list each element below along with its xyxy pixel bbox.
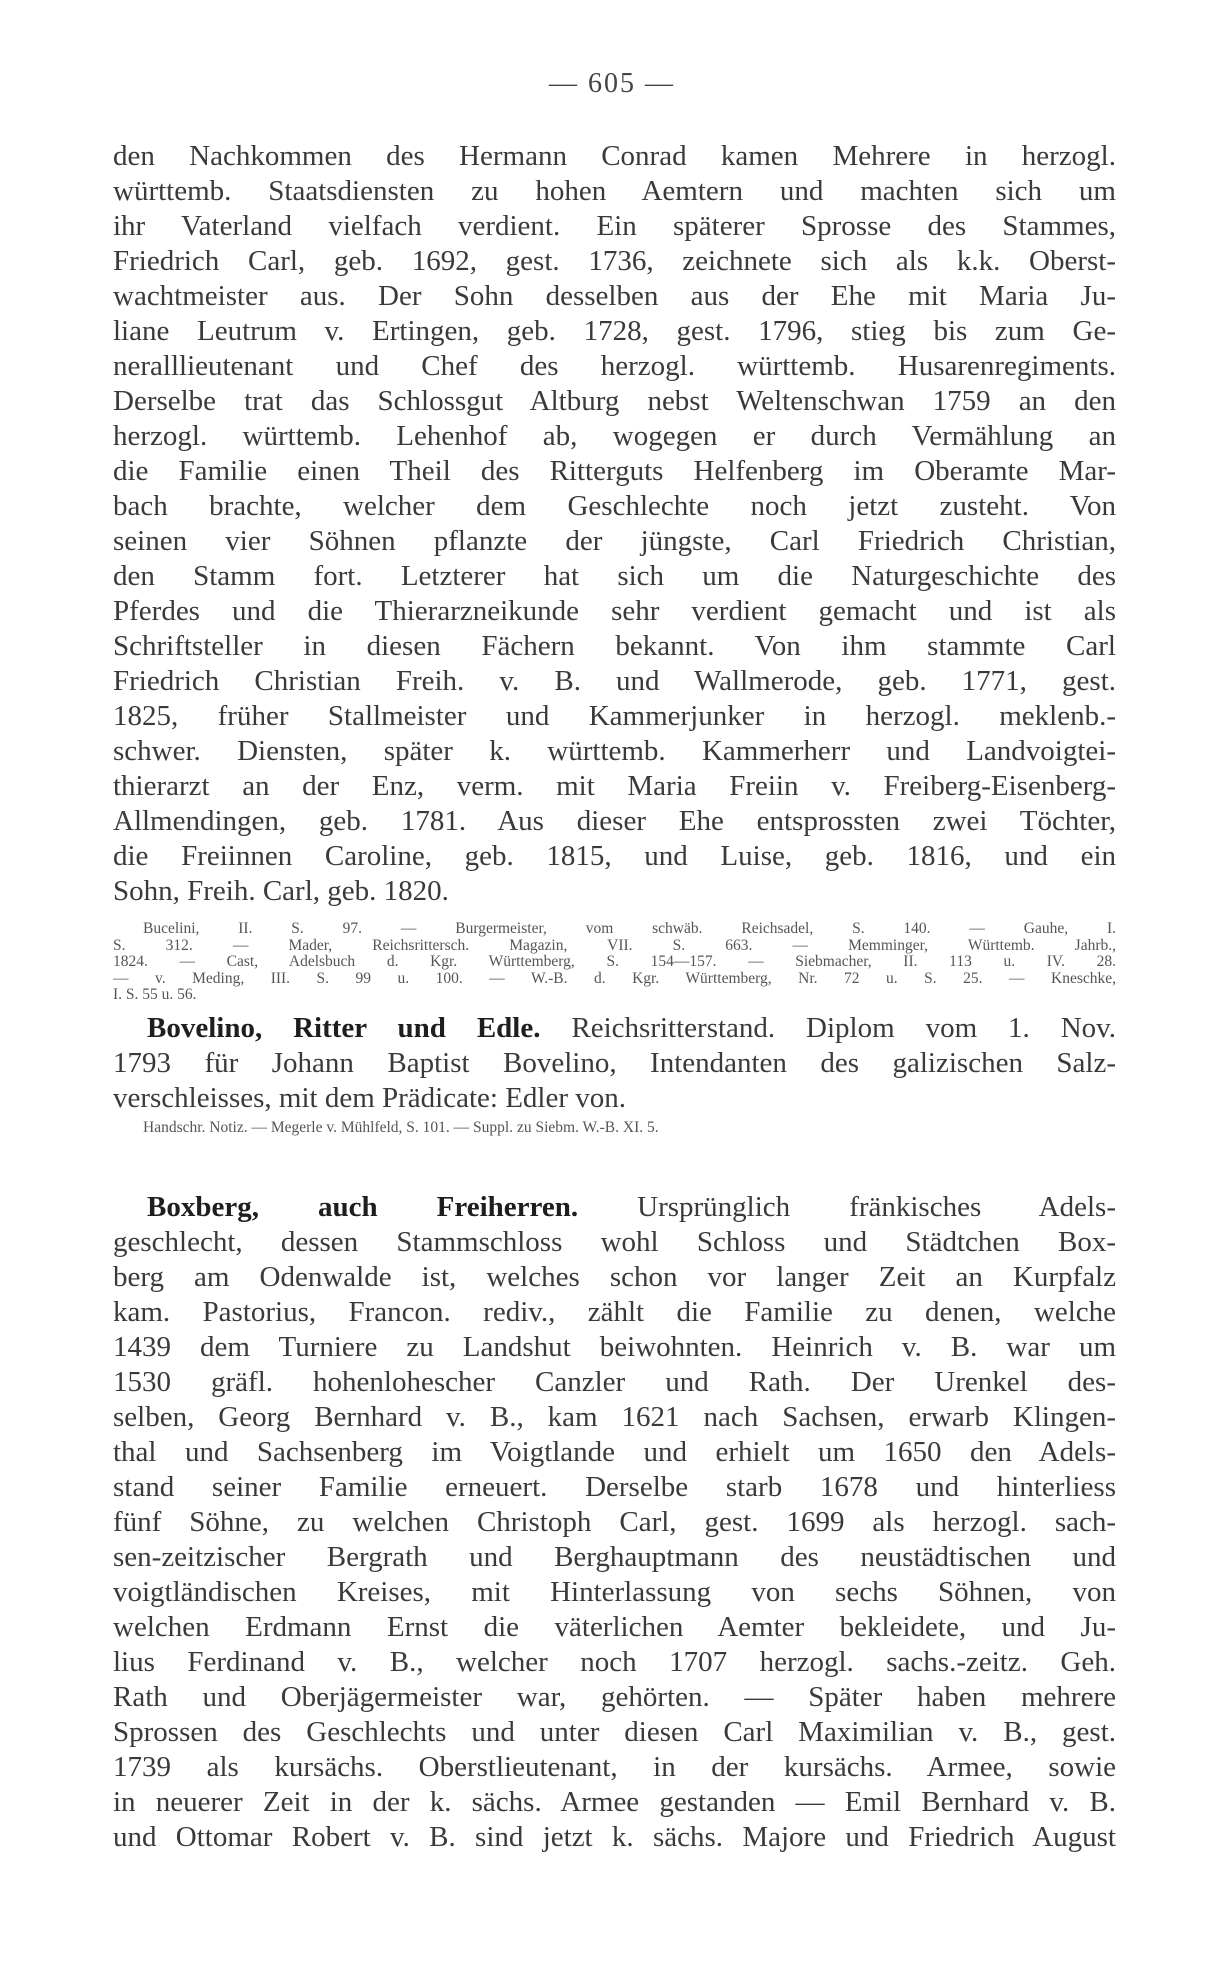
text-line: fünf Söhne, zu welchen Christoph Carl, gest. 1699 als herzogl. sach- (113, 1506, 1116, 1538)
entry-continuation (113, 139, 1116, 1004)
citations (113, 1120, 1116, 1137)
text-line: herzogl. württemb. Lehenhof ab, wogegen er durch Vermählung an (113, 420, 1116, 452)
text-line: 1793 für Johann Baptist Bovelino, Intendanten des galizischen Salz- (113, 1047, 1116, 1079)
entry-heading: Bovelino, Ritter und Edle. (147, 1012, 541, 1044)
text-line: Sohn, Freih. Carl, geb. 1820. (113, 875, 449, 907)
text-line: berg am Odenwalde ist, welches schon vor langer Zeit an Kurpfalz (113, 1261, 1116, 1293)
citation-line: Handschr. Notiz. — Megerle v. Mühlfeld, S. 101. — Suppl. zu Siebm. W.-B. XI. 5. (143, 1120, 659, 1136)
entry-text (113, 139, 1116, 909)
citation-line: 1824. — Cast, Adelsbuch d. Kgr. Württemberg, S. 154—157. — Siebmacher, II. 113 u. IV. 28. (113, 954, 1116, 971)
text-line: Friedrich Christian Freih. v. B. und Wallmerode, geb. 1771, gest. (113, 665, 1116, 697)
text-line: und Ottomar Robert v. B. sind jetzt k. sächs. Majore und Friedrich August (113, 1821, 1116, 1853)
text-line: den Stamm fort. Letzterer hat sich um die Naturgeschichte des (113, 560, 1116, 592)
text-line: welchen Erdmann Ernst die väterlichen Aemter bekleidete, und Ju- (113, 1611, 1116, 1643)
entry-boxberg (113, 1190, 1116, 1855)
text-line: die Familie einen Theil des Ritterguts Helfenberg im Oberamte Mar- (113, 455, 1116, 487)
text-line (113, 1190, 1116, 1225)
text-line: Derselbe trat das Schlossgut Altburg nebst Weltenschwan 1759 an den (113, 385, 1116, 417)
text-line: schwer. Diensten, später k. württemb. Kammerherr und Landvoigtei- (113, 735, 1116, 767)
text-line (113, 1011, 1116, 1046)
text-line: Allmendingen, geb. 1781. Aus dieser Ehe entsprossten zwei Töchter, (113, 805, 1116, 837)
text-line: 1439 dem Turniere zu Landshut beiwohnten. Heinrich v. B. war um (113, 1331, 1116, 1363)
text-line: sen-zeitzischer Bergrath und Berghauptmann des neustädtischen und (113, 1541, 1116, 1573)
text-line: in neuerer Zeit in der k. sächs. Armee gestanden — Emil Bernhard v. B. (113, 1786, 1116, 1818)
text-line: voigtländischen Kreises, mit Hinterlassung von sechs Söhnen, von (113, 1576, 1116, 1608)
text-line-rest: Ursprünglich fränkisches Adels- (578, 1191, 1116, 1223)
text-line: wachtmeister aus. Der Sohn desselben aus der Ehe mit Maria Ju- (113, 280, 1116, 312)
text-line: 1739 als kursächs. Oberstlieutenant, in der kursächs. Armee, sowie (113, 1751, 1116, 1783)
entry-text (113, 1190, 1116, 1855)
text-line: seinen vier Söhnen pflanzte der jüngste, Carl Friedrich Christian, (113, 525, 1116, 557)
text-line: den Nachkommen des Hermann Conrad kamen Mehrere in herzogl. (113, 140, 1116, 172)
citation-line: — v. Meding, III. S. 99 u. 100. — W.-B. d. Kgr. Württemberg, Nr. 72 u. S. 25. — Kneschke, (113, 970, 1116, 987)
text-line: Rath und Oberjägermeister war, gehörten. — Später haben mehrere (113, 1681, 1116, 1713)
text-line: geschlecht, dessen Stammschloss wohl Schloss und Städtchen Box- (113, 1226, 1116, 1258)
citation-line: S. 312. — Mader, Reichsrittersch. Magazin, VII. S. 663. — Memminger, Württemb. Jahrb., (113, 937, 1116, 954)
text-line: württemb. Staatsdiensten zu hohen Aemtern und machten sich um (113, 175, 1116, 207)
text-line: Friedrich Carl, geb. 1692, gest. 1736, zeichnete sich als k.k. Oberst- (113, 245, 1116, 277)
text-line: kam. Pastorius, Francon. rediv., zählt die Familie zu denen, welche (113, 1296, 1116, 1328)
text-line: ihr Vaterland vielfach verdient. Ein späterer Sprosse des Stammes, (113, 210, 1116, 242)
entry-text (113, 1011, 1116, 1116)
text-line: stand seiner Familie erneuert. Derselbe starb 1678 und hinterliess (113, 1471, 1116, 1503)
text-line-rest: Reichsritterstand. Diplom vom 1. Nov. (540, 1012, 1116, 1044)
text-line: Sprossen des Geschlechts und unter diesen Carl Maximilian v. B., gest. (113, 1716, 1116, 1748)
text-line: thal und Sachsenberg im Voigtlande und erhielt um 1650 den Adels- (113, 1436, 1116, 1468)
citation-line: I. S. 55 u. 56. (113, 987, 197, 1004)
text-line: 1530 gräfl. hohenlohescher Canzler und Rath. Der Urenkel des- (113, 1366, 1116, 1398)
text-line: lius Ferdinand v. B., welcher noch 1707 herzogl. sachs.-zeitz. Geh. (113, 1646, 1116, 1678)
text-line: 1825, früher Stallmeister und Kammerjunker in herzogl. meklenb.- (113, 700, 1116, 732)
text-line: Pferdes und die Thierarzneikunde sehr verdient gemacht und ist als (113, 595, 1116, 627)
text-line: neralllieutenant und Chef des herzogl. württemb. Husarenregiments. (113, 350, 1116, 382)
text-line: thierarzt an der Enz, verm. mit Maria Freiin v. Freiberg-Eisenberg- (113, 770, 1116, 802)
text-line: selben, Georg Bernhard v. B., kam 1621 nach Sachsen, erwarb Klingen- (113, 1401, 1116, 1433)
page-number: — 605 — (549, 68, 675, 99)
citation-line: Bucelini, II. S. 97. — Burgermeister, vom schwäb. Reichsadel, S. 140. — Gauhe, I. (143, 921, 1116, 937)
text-line: die Freiinnen Caroline, geb. 1815, und Luise, geb. 1816, und ein (113, 840, 1116, 872)
text-line: liane Leutrum v. Ertingen, geb. 1728, gest. 1796, stieg bis zum Ge- (113, 315, 1116, 347)
text-line: verschleisses, mit dem Prädicate: Edler von. (113, 1082, 626, 1114)
citations (113, 921, 1116, 1004)
text-line: Schriftsteller in diesen Fächern bekannt. Von ihm stammte Carl (113, 630, 1116, 662)
text-line: bach brachte, welcher dem Geschlechte noch jetzt zusteht. Von (113, 490, 1116, 522)
entry-bovelino (113, 1011, 1116, 1137)
entry-heading: Boxberg, auch Freiherren. (147, 1191, 579, 1223)
